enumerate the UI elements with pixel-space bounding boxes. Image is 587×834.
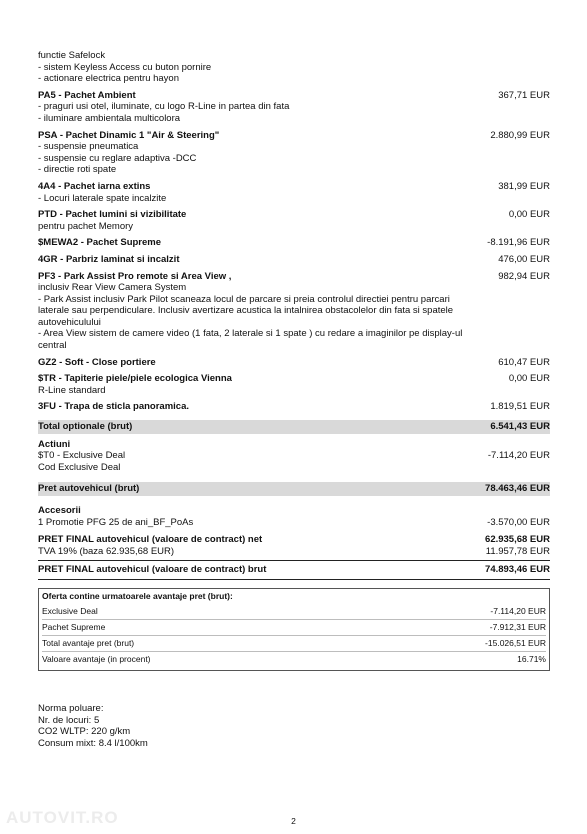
option-detail-line: - directie roti spate [38, 164, 117, 176]
option-detail-line: - suspensie pneumatica [38, 141, 139, 153]
option-item [38, 271, 550, 352]
option-detail-line: pentru pachet Memory [38, 220, 134, 232]
option-title: $TR - Tapiterie piele/piele ecologica Vienna [38, 373, 232, 385]
accesorii-block [38, 505, 550, 528]
option-item [38, 90, 550, 125]
option-item [38, 237, 550, 249]
oferta-box [38, 588, 550, 671]
oferta-row-label: Exclusive Deal [42, 605, 98, 616]
pret-autovehicul-label: Pret autovehicul (brut) [38, 483, 140, 495]
option-title: 4A4 - Pachet iarna extins [38, 180, 151, 192]
pret-net-block [38, 534, 550, 557]
option-detail-line: inclusiv Rear View Camera System [38, 282, 187, 294]
oferta-row-label: Pachet Supreme [42, 621, 106, 632]
option-price: 0,00 EUR [508, 373, 550, 385]
footer-line: CO2 WLTP: 220 g/km [38, 726, 131, 738]
pret-autovehicul-value: 78.463,46 EUR [485, 483, 550, 495]
oferta-row [42, 651, 546, 667]
footer-line: Consum mixt: 8.4 l/100km [38, 737, 148, 749]
accesorii-line: 1 Promotie PFG 25 de ani_BF_PoAs [38, 516, 194, 528]
option-detail-line: - Area View sistem de camere video (1 fata, 2 laterale si 1 spate ) cu redare a imaginilor pe display-ul central [38, 328, 463, 352]
oferta-row-value: -7.912,31 EUR [489, 621, 546, 632]
option-title: PA5 - Pachet Ambient [38, 89, 136, 101]
document-body [38, 50, 550, 671]
tva-value: 11.957,78 EUR [485, 545, 550, 557]
oferta-heading: Oferta contine urmatoarele avantaje pret (brut): [42, 590, 233, 601]
option-title: $MEWA2 - Pachet Supreme [38, 237, 162, 249]
oferta-row [42, 604, 546, 619]
divider [38, 579, 550, 580]
oferta-row [42, 635, 546, 651]
option-price: 1.819,51 EUR [490, 401, 550, 413]
option-price: 476,00 EUR [498, 253, 550, 265]
option-price: -8.191,96 EUR [487, 237, 550, 249]
option-item [38, 357, 550, 369]
option-price: 381,99 EUR [498, 180, 550, 192]
option-detail-line: - Locuri laterale spate incalzite [38, 192, 167, 204]
pret-autovehicul-row [38, 482, 550, 496]
intro-line: functie Safelock [38, 50, 106, 61]
actiuni-heading: Actiuni [38, 438, 71, 450]
total-optionale-value: 6.541,43 EUR [490, 421, 550, 433]
pret-brut-value: 74.893,46 EUR [485, 564, 550, 576]
oferta-row [42, 619, 546, 635]
option-detail-line: - Park Assist inclusiv Park Pilot scaneaza locul de parcare si preia controlul directiei pentru parcari laterale sau perpendiculare. Inclusiv avertizare acustica la intalnirea obstacolelor din fata si spatele autovehiculului [38, 293, 454, 328]
pret-net-value: 62.935,68 EUR [485, 534, 550, 546]
actiuni-value: -7.114,20 EUR [487, 450, 550, 462]
option-title: 3FU - Trapa de sticla panoramica. [38, 401, 189, 413]
options-list [38, 90, 550, 413]
oferta-row-label: Total avantaje pret (brut) [42, 637, 135, 648]
intro-line: - actionare electrica pentru hayon [38, 73, 179, 85]
page-number: 2 [291, 816, 296, 826]
option-title: PF3 - Park Assist Pro remote si Area View , [38, 270, 232, 282]
option-item [38, 254, 550, 266]
option-price: 367,71 EUR [498, 89, 550, 101]
actiuni-line: $T0 - Exclusive Deal [38, 450, 126, 462]
oferta-row-value: -15.026,51 EUR [485, 637, 546, 648]
oferta-rows [42, 604, 546, 667]
option-price: 2.880,99 EUR [490, 129, 550, 141]
option-detail-line: - suspensie cu reglare adaptiva -DCC [38, 152, 197, 164]
oferta-row-label: Valoare avantaje (in procent) [42, 653, 151, 664]
option-detail-line: - iluminare ambientala multicolora [38, 112, 181, 124]
actiuni-code: Cod Exclusive Deal [38, 461, 121, 473]
option-detail-line: R-Line standard [38, 384, 106, 396]
footer-line: Nr. de locuri: 5 [38, 714, 100, 726]
total-optionale-label: Total optionale (brut) [38, 421, 133, 433]
accesorii-value: -3.570,00 EUR [487, 516, 550, 528]
tva-label: TVA 19% (baza 62.935,68 EUR) [38, 545, 175, 557]
intro-line: - sistem Keyless Access cu buton pornire [38, 61, 212, 73]
accesorii-heading: Accesorii [38, 505, 81, 516]
oferta-row-value: -7.114,20 EUR [490, 605, 546, 616]
intro-block [38, 50, 550, 85]
footer-line: Norma poluare: [38, 703, 104, 714]
option-item [38, 373, 550, 396]
oferta-row-value: 16.71% [517, 653, 546, 664]
option-item [38, 401, 550, 413]
total-optionale-row [38, 420, 550, 434]
pret-brut-label: PRET FINAL autovehicul (valoare de contract) brut [38, 564, 267, 576]
option-detail-line: - praguri usi otel, iluminate, cu logo R-Line in partea din fata [38, 101, 290, 113]
option-title: PTD - Pachet lumini si vizibilitate [38, 209, 187, 221]
watermark-logo: AUTOVIT.RO [6, 808, 119, 827]
actiuni-block [38, 439, 550, 474]
pret-net-label: PRET FINAL autovehicul (valoare de contract) net [38, 534, 263, 546]
option-item [38, 209, 550, 232]
footer-specs [38, 703, 148, 749]
option-item [38, 181, 550, 204]
option-item [38, 130, 550, 176]
option-price: 0,00 EUR [508, 209, 550, 221]
option-price: 982,94 EUR [498, 270, 550, 282]
pret-brut-row [38, 561, 550, 576]
option-title: GZ2 - Soft - Close portiere [38, 356, 156, 368]
option-price: 610,47 EUR [498, 356, 550, 368]
option-title: 4GR - Parbriz laminat si incalzit [38, 253, 180, 265]
option-title: PSA - Pachet Dinamic 1 "Air & Steering" [38, 129, 220, 141]
